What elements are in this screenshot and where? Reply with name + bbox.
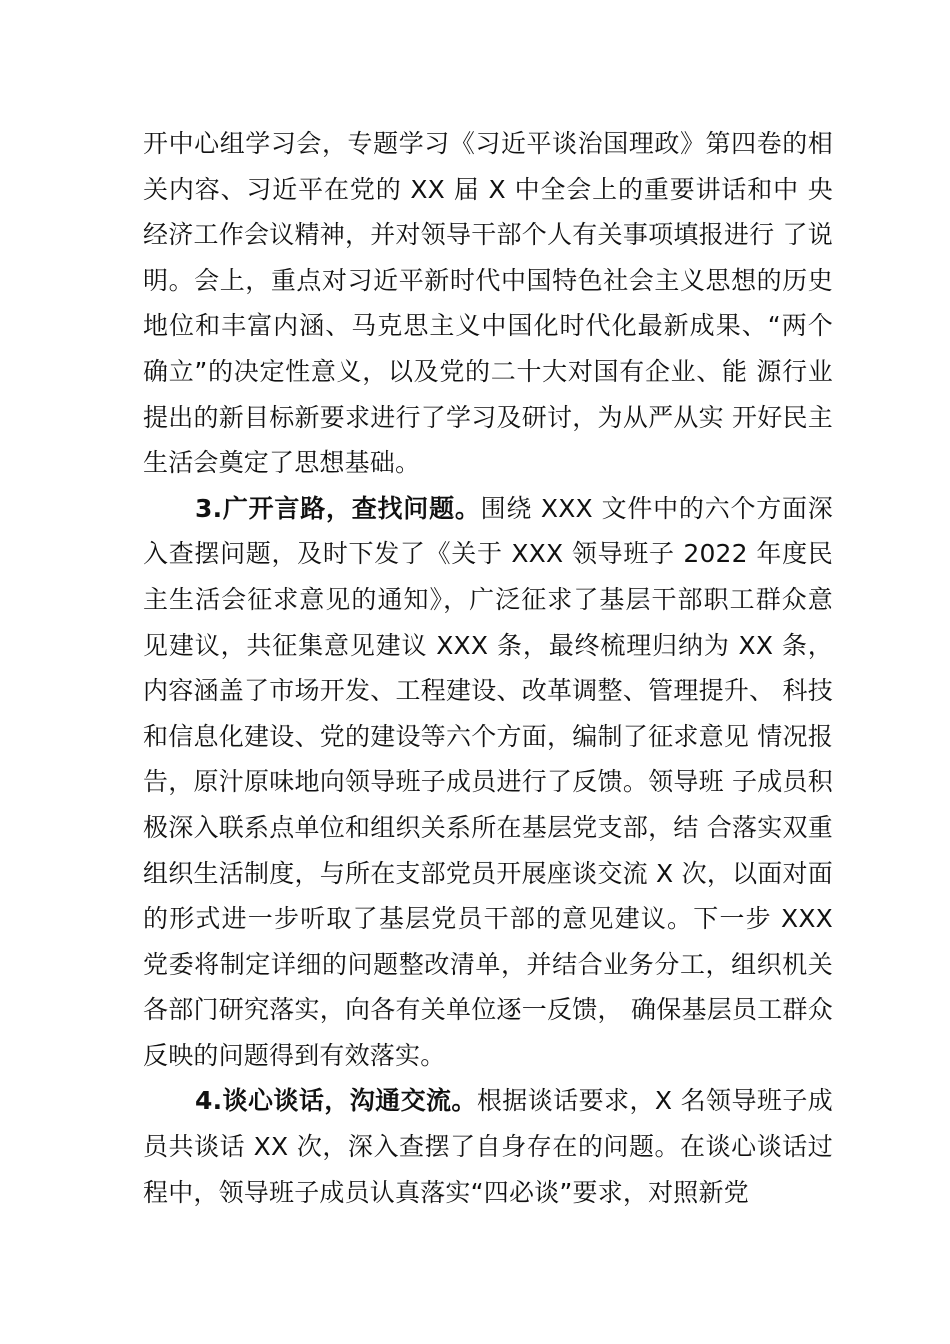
paragraph-section-3 xyxy=(143,486,833,1079)
paragraph-continuation xyxy=(143,121,833,486)
paragraph-text: 围绕 XXX 文件中的六个方面深入查摆问题，及时下发了《关于 XXX 领导班子 2022 年度民主生活会征求意见的通知》，广泛征求了基层干部职工群众意见建议，共征集意见建议 XXX 条，最终梳理归纳为 XX 条，内容涵盖了市场开发、工程建设、改革调整、管理提升、 科技和信息化建设、党的建设等六个方面，编制了征求意见 情况报告，原汁原味地向领导班子成员进行了反馈。领导班 子成员积极深入联系点单位和组织关系所在基层党支部，结 合落实双重组织生活制度，与所在支部党员开展座谈交流 X 次，以面对面的形式进一步听取了基层党员干部的意见建议。下一步 XXX 党委将制定详细的问题整改清单，并结合业务分工，组织机关各部门研究落实，向各有关单位逐一反馈， 确保基层员工群众反映的问题得到有效落实。 xyxy=(143,493,833,1070)
paragraph-section-4 xyxy=(143,1078,833,1215)
paragraph-text: 根据谈话要求，X 名领导班子成员共谈话 XX 次，深入查摆了自身存在的问题。在谈心谈话过程中，领导班子成员认真落实“四必谈”要求，对照新党 xyxy=(143,1086,833,1207)
section-heading: 4.谈心谈话，沟通交流。 xyxy=(195,1086,477,1116)
paragraph-text: 开中心组学习会，专题学习《习近平谈治国理政》第四卷的相关内容、习近平在党的 XX 届 X 中全会上的重要讲话和中 央经济工作会议精神，并对领导干部个人有关事项填报进行 了说明。会上，重点对习近平新时代中国特色社会主义思想的历史地位和丰富内涵、马克思主义中国化时代化最新成果、“两个确立”的决定性意义，以及党的二十大对国有企业、能 源行业提出的新目标新要求进行了学习及研讨，为从严从实 开好民主生活会奠定了思想基础。 xyxy=(143,129,833,478)
section-heading: 3.广开言路，查找问题。 xyxy=(195,493,481,523)
document-body xyxy=(143,121,833,1215)
